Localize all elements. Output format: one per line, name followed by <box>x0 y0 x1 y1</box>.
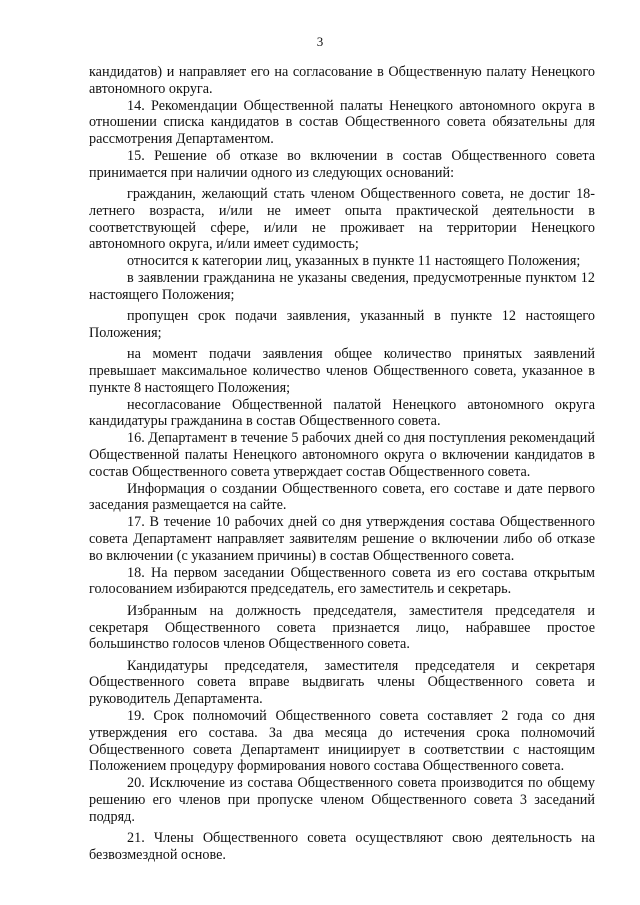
paragraph: 16. Департамент в течение 5 рабочих дней со дня поступления рекомендаций Общественной палаты Ненецкого автономного округа о включении кандидатов в состав Общественного совета утверждает состав Общественного совета. <box>89 430 595 480</box>
paragraph: Информация о создании Общественного совета, его составе и дате первого заседания размещается на сайте. <box>89 480 595 514</box>
paragraph: несогласование Общественной палатой Ненецкого автономного округа кандидатуры гражданина в состав Общественного совета. <box>89 396 595 430</box>
paragraph: 15. Решение об отказе во включении в состав Общественного совета принимается при наличии одного из следующих оснований: <box>89 147 595 181</box>
page-number: 3 <box>316 34 324 49</box>
paragraph: 20. Исключение из состава Общественного совета производится по общему решению его членов при пропуске членом Общественного совета 3 заседаний подряд. <box>89 775 595 825</box>
paragraph: в заявлении гражданина не указаны сведения, предусмотренные пунктом 12 настоящего Положения; <box>89 270 595 303</box>
paragraph: 14. Рекомендации Общественной палаты Ненецкого автономного округа в отношении списка кандидатов в состав Общественного совета обязательны для рассмотрения Департаментом. <box>89 97 595 148</box>
paragraph: кандидатов) и направляет его на согласование в Общественную палату Ненецкого автономного округа. <box>89 64 595 97</box>
paragraph: 18. На первом заседании Общественного совета из его состава открытым голосованием избираются председатель, его заместитель и секретарь. <box>89 564 595 598</box>
paragraph: 21. Члены Общественного совета осуществляют свою деятельность на безвозмездной основе. <box>89 830 595 863</box>
paragraph: относится к категории лиц, указанных в пункте 11 настоящего Положения; <box>127 253 581 270</box>
paragraph: гражданин, желающий стать членом Общественного совета, не достиг 18-летнего возраста, и/или не имеет опыта практической деятельности в соответствующей сфере, и/или не проживает на территории Ненецкого автономного округа, и/или имеет судимость; <box>89 186 595 253</box>
paragraph: 19. Срок полномочий Общественного совета составляет 2 года со дня утверждения его состава. За два месяца до истечения срока полномочий Общественного совета Департамент инициирует в соответствии с настоящим Положением процедуру формирования нового состава Общественного совета. <box>89 707 595 775</box>
paragraph: Кандидатуры председателя, заместителя председателя и секретаря Общественного совета вправе выдвигать члены Общественного совета и руководитель Департамента. <box>89 657 595 708</box>
paragraph: 17. В течение 10 рабочих дней со дня утверждения состава Общественного совета Департамент направляет заявителям решение о включении либо об отказе во включении (с указанием причины) в состав Общественного совета. <box>89 514 595 564</box>
document-body <box>89 64 595 864</box>
paragraph: Избранным на должность председателя, заместителя председателя и секретаря Общественного совета признается лицо, набравшее простое большинство голосов членов Общественного совета. <box>89 602 595 653</box>
paragraph: на момент подачи заявления общее количество принятых заявлений превышает максимальное количество членов Общественного совета, указанное в пункте 8 настоящего Положения; <box>89 346 595 396</box>
paragraph: пропущен срок подачи заявления, указанный в пункте 12 настоящего Положения; <box>89 308 595 341</box>
